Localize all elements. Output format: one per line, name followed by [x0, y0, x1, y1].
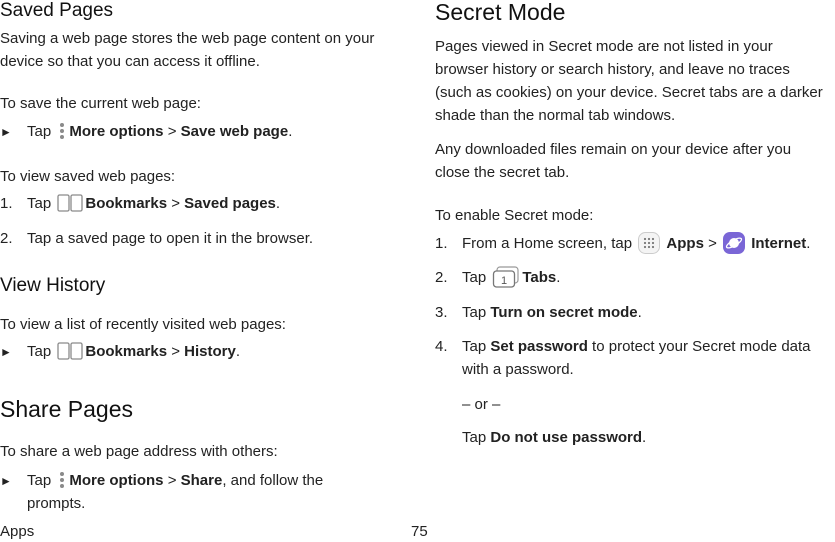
more-options-label: More options — [69, 472, 164, 489]
view-history-lead: To view a list of recently visited web pages: — [0, 316, 286, 333]
turn-on-secret-mode-label: Turn on secret mode — [490, 304, 638, 321]
more-options-label: More options — [69, 123, 164, 140]
share-label: Share — [180, 472, 223, 489]
alt-step: Tap Do not use password. — [462, 429, 647, 446]
history-label: History — [184, 343, 236, 360]
bookmarks-icon — [57, 342, 83, 360]
footer-section: Apps — [0, 523, 35, 540]
save-lead: To save the current web page: — [0, 95, 201, 112]
secret-mode-para1: Pages viewed in Secret mode are not listed in your browser history or search history, and leave no traces (such as cookies) on your device. Secret tabs are a darker shade than the normal tab windows. — [435, 38, 823, 124]
internet-planet-icon — [723, 232, 745, 254]
tabs-icon — [492, 266, 520, 288]
share-pages-lead: To share a web page address with others: — [0, 443, 278, 460]
bookmarks-icon — [57, 194, 83, 212]
secret-mode-lead: To enable Secret mode: — [435, 207, 594, 224]
saved-pages-label: Saved pages — [184, 195, 276, 212]
save-web-page-label: Save web page — [180, 123, 289, 140]
or-separator: – or – — [462, 396, 501, 413]
bullet-icon: ► — [0, 345, 12, 359]
bullet-icon: ► — [0, 125, 12, 139]
more-options-icon — [57, 122, 67, 140]
view-history-heading: View History — [0, 275, 106, 296]
bookmarks-label: Bookmarks — [85, 195, 168, 212]
bookmarks-label: Bookmarks — [85, 343, 168, 360]
secret-mode-heading: Secret Mode — [435, 0, 566, 25]
page-number: 75 — [411, 523, 428, 540]
set-password-label: Set password — [490, 338, 588, 355]
svg-text:1: 1 — [501, 275, 508, 287]
apps-grid-icon — [638, 232, 660, 254]
more-options-icon — [57, 471, 67, 489]
bullet-icon: ► — [0, 474, 12, 488]
secret-mode-para2: Any downloaded files remain on your device after you close the secret tab. — [435, 141, 792, 181]
saved-pages-heading: Saved Pages — [0, 0, 114, 21]
apps-label: Apps — [666, 235, 704, 252]
internet-label: Internet — [751, 235, 807, 252]
view-lead: To view saved web pages: — [0, 168, 176, 185]
tabs-label: Tabs — [522, 269, 557, 286]
saved-pages-intro: Saving a web page stores the web page content on your device so that you can access it offline. — [0, 30, 375, 70]
share-pages-heading: Share Pages — [0, 396, 133, 422]
do-not-use-password-label: Do not use password — [490, 429, 643, 446]
